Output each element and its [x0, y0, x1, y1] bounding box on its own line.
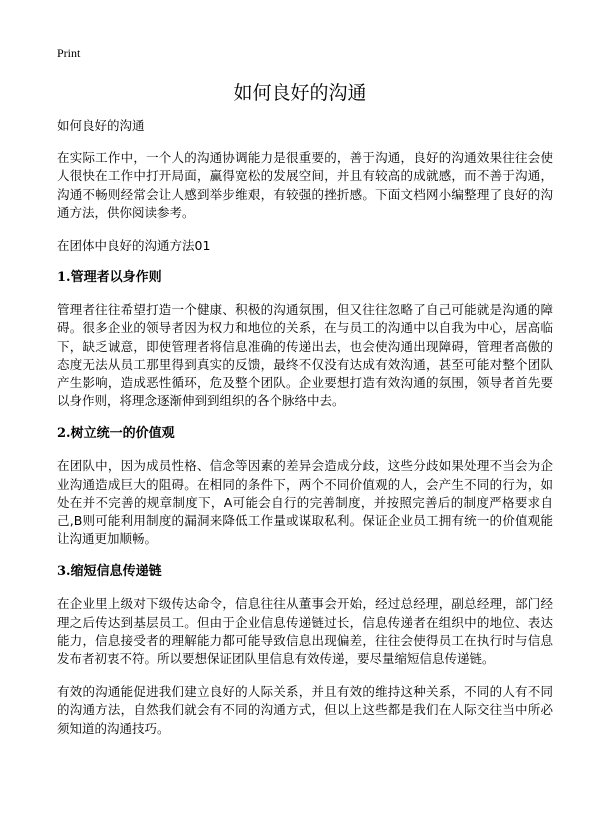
print-link[interactable]: Print [57, 46, 81, 60]
section-paragraph: 管理者往往希望打造一个健康、积极的沟通氛围，但又往往忽略了自己可能就是沟通的障碍。很多企业的领导者因为权力和地位的关系，在与员工的沟通中以自我为中心，居高临下，缺乏诚意，即使管理者将信息准确的传递出去，也会使沟通出现障碍，管理者高傲的态度无法从员工那里得到真实的反馈，最终不仅没有达成有效沟通，甚至可能对整个团队产生影响，造成恶性循环，危及整个团队。企业要想打造有效沟通的氛围，领导者首先要以身作则，将理念逐渐伸到到组织的各个脉络中去。 [57, 302, 553, 409]
section-heading: 3.缩短信息传递链 [57, 564, 162, 580]
section-paragraph: 在企业里上级对下级传达命令，信息往往从董事会开始，经过总经理，副总经理，部门经理之后传达到基层员工。但由于企业信息传递链过长，信息传递者在组织中的地位、表达能力，信息接受者的理解能力都可能导致信息出现偏差，往往会使得员工在执行时与信息发布者初衷不符。所以要想保证团队里信息有效传递，要尽量缩短信息传递链。 [57, 596, 553, 667]
section-paragraph: 在团队中，因为成员性格、信念等因素的差异会造成分歧，这些分歧如果处理不当会为企业沟通造成巨大的阻碍。在相同的条件下，两个不同价值观的人，会产生不同的行为，如处在并不完善的规章制度下，A可能会自行的完善制度，并按照完善后的制度严格要求自己,B则可能利用制度的漏洞来降低工作量或谋取私利。保证企业员工拥有统一的价值观能让沟通更加顺畅。 [57, 458, 553, 547]
intro-paragraph: 在实际工作中，一个人的沟通协调能力是很重要的，善于沟通，良好的沟通效果往往会使人很快在工作中打开局面，赢得宽松的发展空间，并且有较高的成就感，而不善于沟通，沟通不畅则经常会让人感到举步维艰，有较强的挫折感。下面文档网小编整理了良好的沟通方法，供你阅读参考。 [57, 150, 553, 220]
article-body [57, 117, 553, 753]
section-heading: 2.树立统一的价值观 [57, 426, 175, 442]
section-heading: 1.管理者以身作则 [57, 270, 162, 286]
article-subtitle: 如何良好的沟通 [57, 118, 145, 133]
section-label: 在团体中良好的沟通方法01 [57, 238, 211, 254]
closing-paragraph: 有效的沟通能促进我们建立良好的人际关系，并且有效的维持这种关系，不同的人有不同的沟通方法，自然我们就会有不同的沟通方式，但以上这些都是我们在人际交往当中所必须知道的沟通技巧。 [57, 684, 553, 736]
page-title: 如何良好的沟通 [233, 82, 367, 104]
